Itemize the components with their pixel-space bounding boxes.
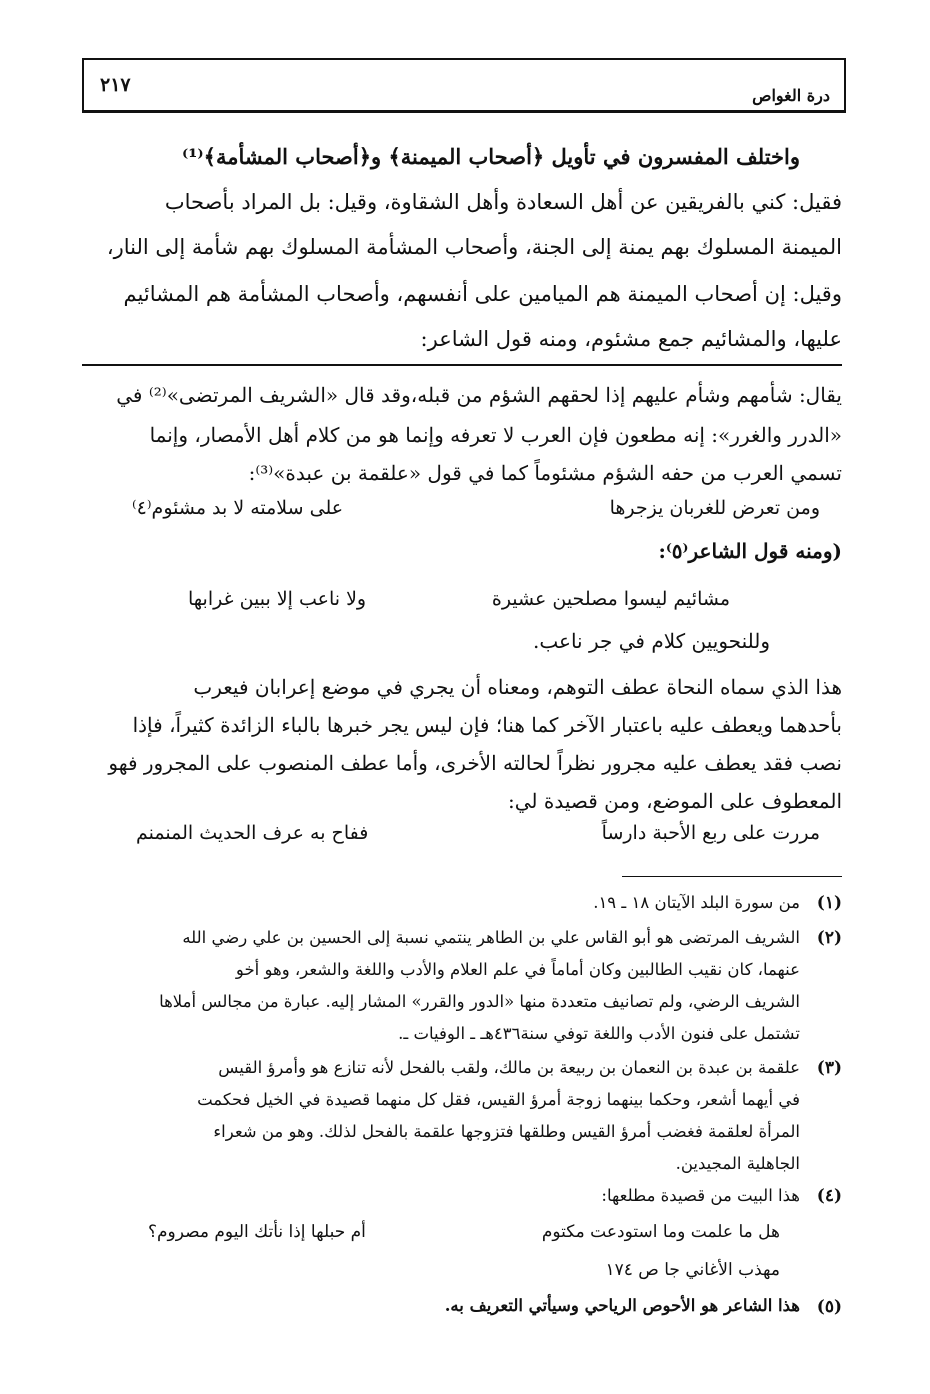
main-line: واختلف المفسرون في تأويل ﴿أصحاب الميمنة﴾ و﴿أصحاب المشأمة﴾⁽¹⁾ (181, 144, 800, 169)
footnote-number: (٤) (816, 1186, 842, 1206)
commentary-line: نصب فقد يعطف عليه مجرور نظراً لحالته الأخرى، وأما عطف المنصوب على المجرور فهو (108, 751, 842, 775)
footnote-number: (٥) (816, 1297, 842, 1317)
commentary-line: هذا الذي سماه النحاة عطف التوهم، ومعناه أن يجري في موضع إعرابان فيعرب (193, 675, 842, 699)
footnote-line: تشتمل على فنون الأدب واللغة توفي سنة٤٣٦هـ ـ الوفيات ـ. (398, 1024, 800, 1043)
footnote-line: هذا الشاعر هو الأحوص الرياحي وسيأتي التعريف به. (444, 1296, 800, 1315)
footnote-source: مهذب الأغاني جا ص ١٧٤ (605, 1260, 780, 1280)
poet-intro: (ومنه قول الشاعر⁽٥⁾: (658, 539, 842, 563)
footnote-line: الجاهلية المجيدين. (675, 1154, 800, 1173)
footnote-line: الشريف الرضي، ولم تصانيف متعددة منها «الدور والقرر» المشار إليه. عبارة من مجالس أملاها (159, 992, 800, 1011)
footnote-number: (١) (816, 893, 842, 913)
commentary-line: بأحدهما ويعطف عليه باعتبار الآخر كما هنا؛ فإن ليس يجر خبرها بالباء الزائدة كثيراً، فإذا (132, 713, 842, 737)
footnote-line: الشريف المرتضى هو أبو القاس علي بن الطاهر ينتمي نسبة إلى الحسين بن علي رضي الله (182, 928, 800, 947)
footnote-separator (622, 876, 842, 877)
footnote-line: في أيهما أشعر، وحكما بينهما زوجة أمرؤ القيس، فقل كل منهما قصيدة في الخيل فحكمت (197, 1090, 800, 1109)
footnote-line: علقمة بن عبدة بن النعمان بن ربيعة بن مالك، ولقب بالفحل لأنه تنازع هو وأمرؤ القيس (218, 1058, 800, 1077)
verse-hemistich: ففاح به عرف الحديث المنمنم (136, 822, 369, 844)
footnote-line: عنهما، كان نقيب الطالبين وكان أماماً في علم العلام والأدب واللغة والشعر، وهو أخو (235, 960, 800, 979)
commentary-line: المعطوف على الموضع، ومن قصيدة لي: (508, 789, 842, 813)
verse-hemistich: على سلامته لا بد مشئوم⁽٤⁾ (132, 497, 344, 519)
main-line: عليها، والمشائيم جمع مشئوم، ومنه قول الشاعر: (420, 327, 842, 351)
verse-hemistich: أم حبلها إذا نأتك اليوم مصروم؟ (148, 1222, 366, 1242)
running-title: درة الغواص (752, 86, 830, 105)
verse-hemistich: مشائيم ليسوا مصلحين عشيرة (491, 588, 730, 610)
verse-hemistich: هل ما علمت وما استودعت مكتوم (541, 1222, 780, 1242)
main-line: وقيل: إن أصحاب الميمنة هم الميامين على أنفسهم، وأصحاب المشأمة هم المشائيم (123, 282, 842, 306)
running-header (82, 58, 846, 113)
footnote-line: من سورة البلد الآيتان ١٨ ـ ١٩. (593, 893, 800, 912)
commentary-line: وللنحويين كلام في جر ناعب. (533, 629, 770, 653)
commentary-line: «الدرر والغرر»: إنه مطعون فإن العرب لا تعرفه وإنما هو من كلام أهل الأمصار، وإنما (149, 423, 842, 447)
commentary-line: تسمي العرب من حفه الشؤم مشئوماً كما في قول «علقمة بن عبدة»⁽³⁾: (248, 461, 842, 485)
section-divider (82, 364, 842, 366)
footnote-number: (٣) (816, 1058, 842, 1078)
commentary-line: يقال: شأمهم وشأم عليهم إذا لحقهم الشؤم من قبله،وقد قال «الشريف المرتضى»⁽²⁾ في (116, 383, 842, 407)
page-number: ٢١٧ (100, 74, 131, 96)
footnote-line: المرأة لعلقمة فغضب أمرؤ القيس وطلقها فتزوجها علقمة بالفحل لذلك. وهو من شعراء (213, 1122, 800, 1141)
verse-hemistich: مررت على ربع الأحبة دارساً (601, 822, 820, 844)
verse-hemistich: ومن تعرض للغربان يزجرها (609, 497, 820, 519)
footnote-number: (٢) (816, 928, 842, 948)
main-line: الميمنة المسلوك بهم يمنة إلى الجنة، وأصحاب المشأمة المسلوك بهم شأمة إلى النار، (106, 235, 842, 259)
verse-hemistich: ولا ناعب إلا ببين غرابها (188, 588, 367, 610)
main-line: فقيل: كني بالفريقين عن أهل السعادة وأهل الشقاوة، وقيل: بل المراد بأصحاب (164, 190, 842, 214)
footnote-line: هذا البيت من قصيدة مطلعها: (601, 1186, 800, 1205)
